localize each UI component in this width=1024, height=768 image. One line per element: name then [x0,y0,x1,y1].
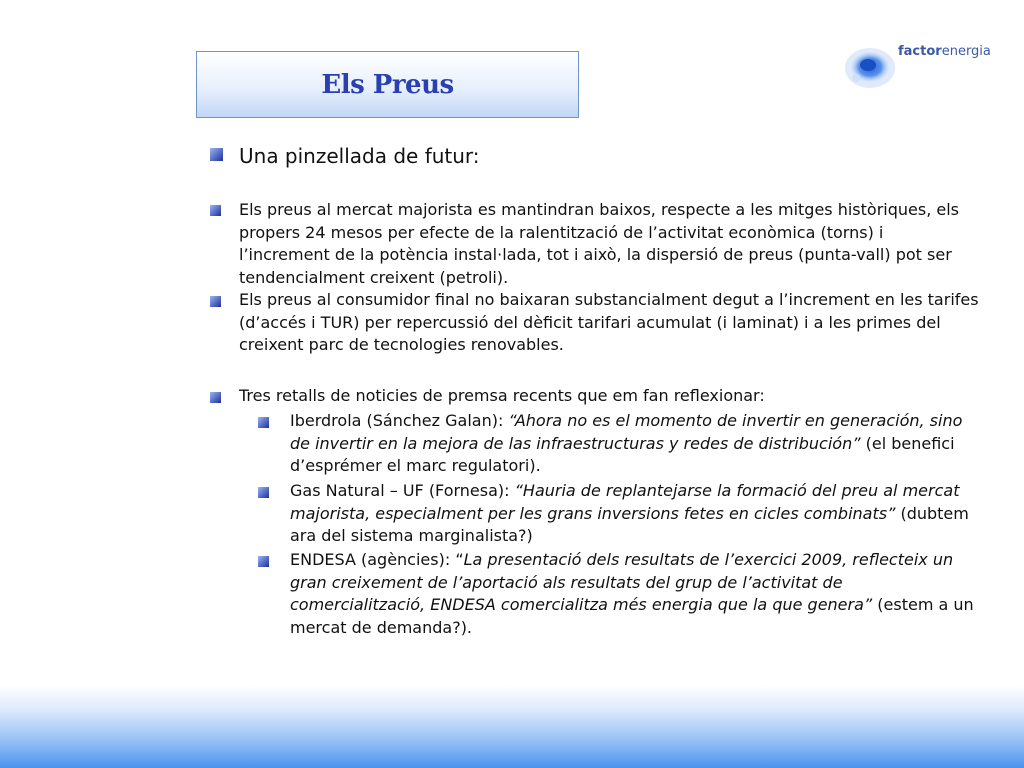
slide-title: Els Preus [321,69,454,100]
news-item-endesa [290,549,980,639]
square-bullet-icon [210,205,221,216]
news-comment: (el benefici d’esprémer el marc regulatori). [290,433,955,475]
news-comment: (estem a un mercat de demanda?). [290,595,974,637]
news-source: ENDESA (agències): “ [290,550,464,569]
brand-regular: energia [941,44,991,59]
square-bullet-icon [258,556,269,567]
news-source: Iberdrola (Sánchez Galan): [290,411,509,430]
square-bullet-icon [210,296,221,307]
brand-bold: factor [898,44,942,59]
square-bullet-icon [258,417,269,428]
news-quote: “Hauria de replantejarse la formació del preu al mercat majorista, especialment per les grans inversions fetes en cicles combinats” [290,481,960,523]
news-comment: (dubtem ara del sistema marginalista?) [290,503,969,545]
intro-text: Una pinzellada de futur: [239,144,480,168]
square-bullet-icon [210,392,221,403]
cloud-blob-icon [842,38,902,98]
point-wholesale-prices: Els preus al mercat majorista es mantindran baixos, respecte a les mitges històriques, els propers 24 mesos per efecte de la ralentització de l’activitat econòmica (torns) i l’increment de la potència instal·lada, tot i això, la dispersió de preus (punta-vall) pot ser tendencialment creixent (petroli). [239,200,959,287]
news-quote: “Ahora no es el momento de invertir en generación, sino de invertir en la mejora de las infraestructuras y redes de distribución” [290,411,963,453]
brand-name [898,44,991,59]
square-bullet-icon [210,148,223,161]
news-item-gas-natural [290,480,980,548]
slide-title-box [196,51,579,118]
footer-gradient-band [0,686,1024,768]
factorenergia-logo [842,38,1002,98]
news-source: Gas Natural – UF (Fornesa): [290,481,515,500]
news-item-iberdrola [290,410,980,478]
news-quote: La presentació dels resultats de l’exercici 2009, reflecteix un gran creixement de l’aportació als resultats del grup de l’activitat de comercialització, ENDESA comercialitza més energia que la que genera” [290,550,954,614]
news-intro: Tres retalls de noticies de premsa recents que em fan reflexionar: [239,386,765,405]
square-bullet-icon [258,487,269,498]
point-consumer-prices: Els preus al consumidor final no baixaran substancialment degut a l’increment en les tarifes (d’accés i TUR) per repercussió del dèficit tarifari acumulat (i laminat) i a les primes del creixent parc de tecnologies renovables. [239,290,979,354]
